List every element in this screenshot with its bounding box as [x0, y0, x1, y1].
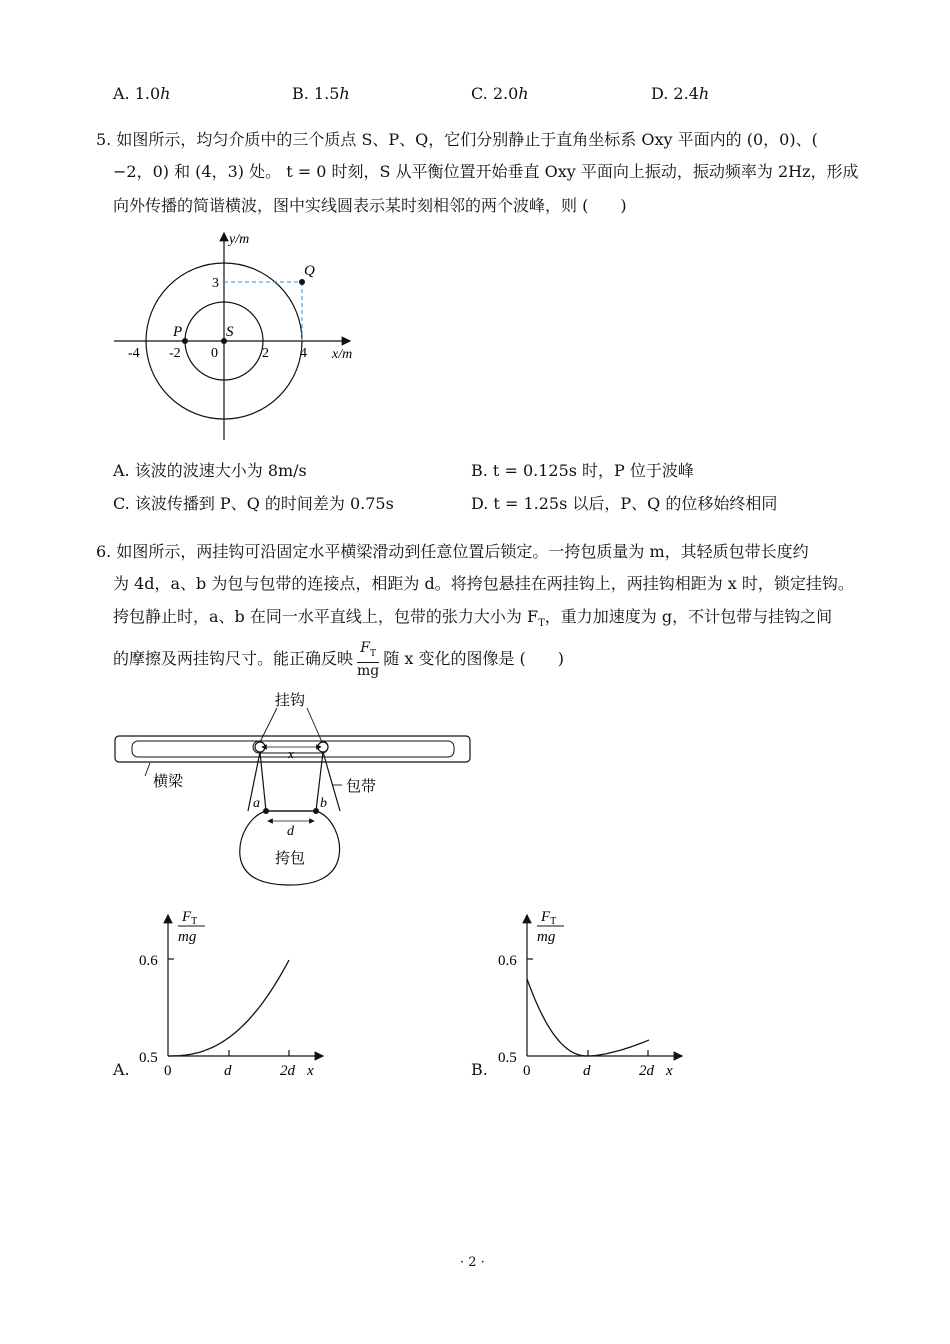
label-p: P [173, 324, 183, 340]
tick-x-4: 4 [300, 346, 307, 361]
graph-a-option-label: A. [113, 1060, 130, 1079]
q5-option-d: D. t = 1.25s 以后，P、Q 的位移始终相同 [471, 494, 778, 513]
hook-label: 挂钩 [275, 693, 306, 709]
q5-option-a: A. 该波的波速大小为 8m/s [113, 461, 307, 480]
graph-a-x-tick-0: 0 [164, 1063, 172, 1079]
bag-body [240, 811, 340, 885]
graph-b-y-label-den: mg [537, 929, 556, 945]
label-a: a [253, 796, 260, 811]
q6-bag-figure [110, 688, 480, 893]
graph-b-x-label: x [666, 1063, 673, 1079]
tick-origin: 0 [211, 346, 218, 361]
graph-a-x-tick-d-label: d [224, 1063, 232, 1079]
graph-a-curve [168, 960, 289, 1056]
strap-left-inner [260, 752, 266, 811]
graph-a-x-tick-2d-label: 2d [280, 1063, 295, 1079]
tick-x-2: 2 [262, 346, 269, 361]
q5-option-c: C. 该波传播到 P、Q 的时间差为 0.75s [113, 494, 394, 513]
graph-a-x-label: x [307, 1063, 314, 1079]
graph-b-y-label-num: $F_T$ [541, 909, 557, 927]
tick-x-neg2: -2 [169, 346, 181, 361]
x-axis-label: x/m [332, 347, 353, 362]
graph-a-y-label-num: $F_T$ [182, 909, 198, 927]
point-p [182, 338, 188, 344]
q4-option-b: B. 1.5h [292, 84, 350, 103]
q5-wave-figure [110, 225, 370, 450]
label-s: S [226, 324, 234, 340]
point-q [299, 279, 305, 285]
beam-leader [145, 763, 150, 776]
q6-line3: 挎包静止时，a、b 在同一水平直线上，包带的张力大小为 $F_T$，重力加速度为 g，不计包带与挂钩之间 [113, 607, 833, 630]
graph-b-x-tick-d-label: d [583, 1063, 591, 1079]
q6-line4: 的摩擦及两挂钩尺寸。能正确反映 $\frac{F_T}{mg}$ 随 x 变化的图像是 ( ) [113, 640, 565, 679]
q4-option-a: A. 1.0h [113, 84, 171, 103]
q5-line3: 向外传播的简谐横波，图中实线圆表示某时刻相邻的两个波峰，则 ( ) [113, 196, 627, 215]
q4-option-d: D. 2.4h [651, 84, 710, 103]
q5-line2: −2，0) 和 (4，3) 处。 t = 0 时刻，S 从平衡位置开始垂直 Oxy 平面向上振动，振动频率为 2Hz，形成 [113, 162, 859, 181]
y-axis-label: y/m [229, 232, 250, 247]
tick-x-neg4: -4 [128, 346, 140, 361]
graph-b-x-tick-2d-label: 2d [639, 1063, 654, 1079]
q6-line1: 6. 如图所示，两挂钩可沿固定水平横梁滑动到任意位置后锁定。一挎包质量为 m，其轻质包带长度约 [96, 542, 809, 561]
bag-label: 挎包 [275, 851, 306, 867]
graph-b-y-tick-top: 0.6 [498, 953, 517, 969]
graph-b-y-tick-bottom: 0.5 [498, 1050, 517, 1066]
q5-line1: 5. 如图所示，均匀介质中的三个质点 S、P、Q，它们分别静止于直角坐标系 Oxy 平面内的 (0，0)、( [96, 130, 818, 149]
beam-label: 横梁 [153, 774, 184, 790]
label-q: Q [304, 263, 315, 279]
page-number: · 2 · [460, 1255, 485, 1270]
graph-a [135, 905, 335, 1083]
label-b: b [320, 796, 327, 811]
graph-b-curve [527, 979, 649, 1056]
graph-a-y-tick-bottom: 0.5 [139, 1050, 158, 1066]
d-label: d [287, 824, 294, 839]
point-b [313, 808, 319, 814]
tick-y-3: 3 [212, 276, 219, 291]
graph-b-option-label: B. [471, 1060, 488, 1079]
graph-b-x-tick-0: 0 [523, 1063, 531, 1079]
hook-leader-left [260, 708, 277, 742]
strap-label: 包带 [346, 779, 377, 795]
x-label: x [288, 746, 294, 761]
q5-option-b: B. t = 0.125s 时，P 位于波峰 [471, 461, 694, 480]
graph-a-y-label-den: mg [178, 929, 197, 945]
hook-leader-right [307, 708, 322, 742]
graph-a-y-tick-top: 0.6 [139, 953, 158, 969]
q4-option-c: C. 2.0h [471, 84, 529, 103]
graph-b [494, 905, 694, 1083]
ft-over-mg-fraction: $\frac{F_T}{mg}$ [357, 640, 380, 679]
point-a [263, 808, 269, 814]
q6-line2: 为 4d，a、b 为包与包带的连接点，相距为 d。将挎包悬挂在两挂钩上，两挂钩相距为 x 时，锁定挂钩。 [113, 574, 854, 593]
